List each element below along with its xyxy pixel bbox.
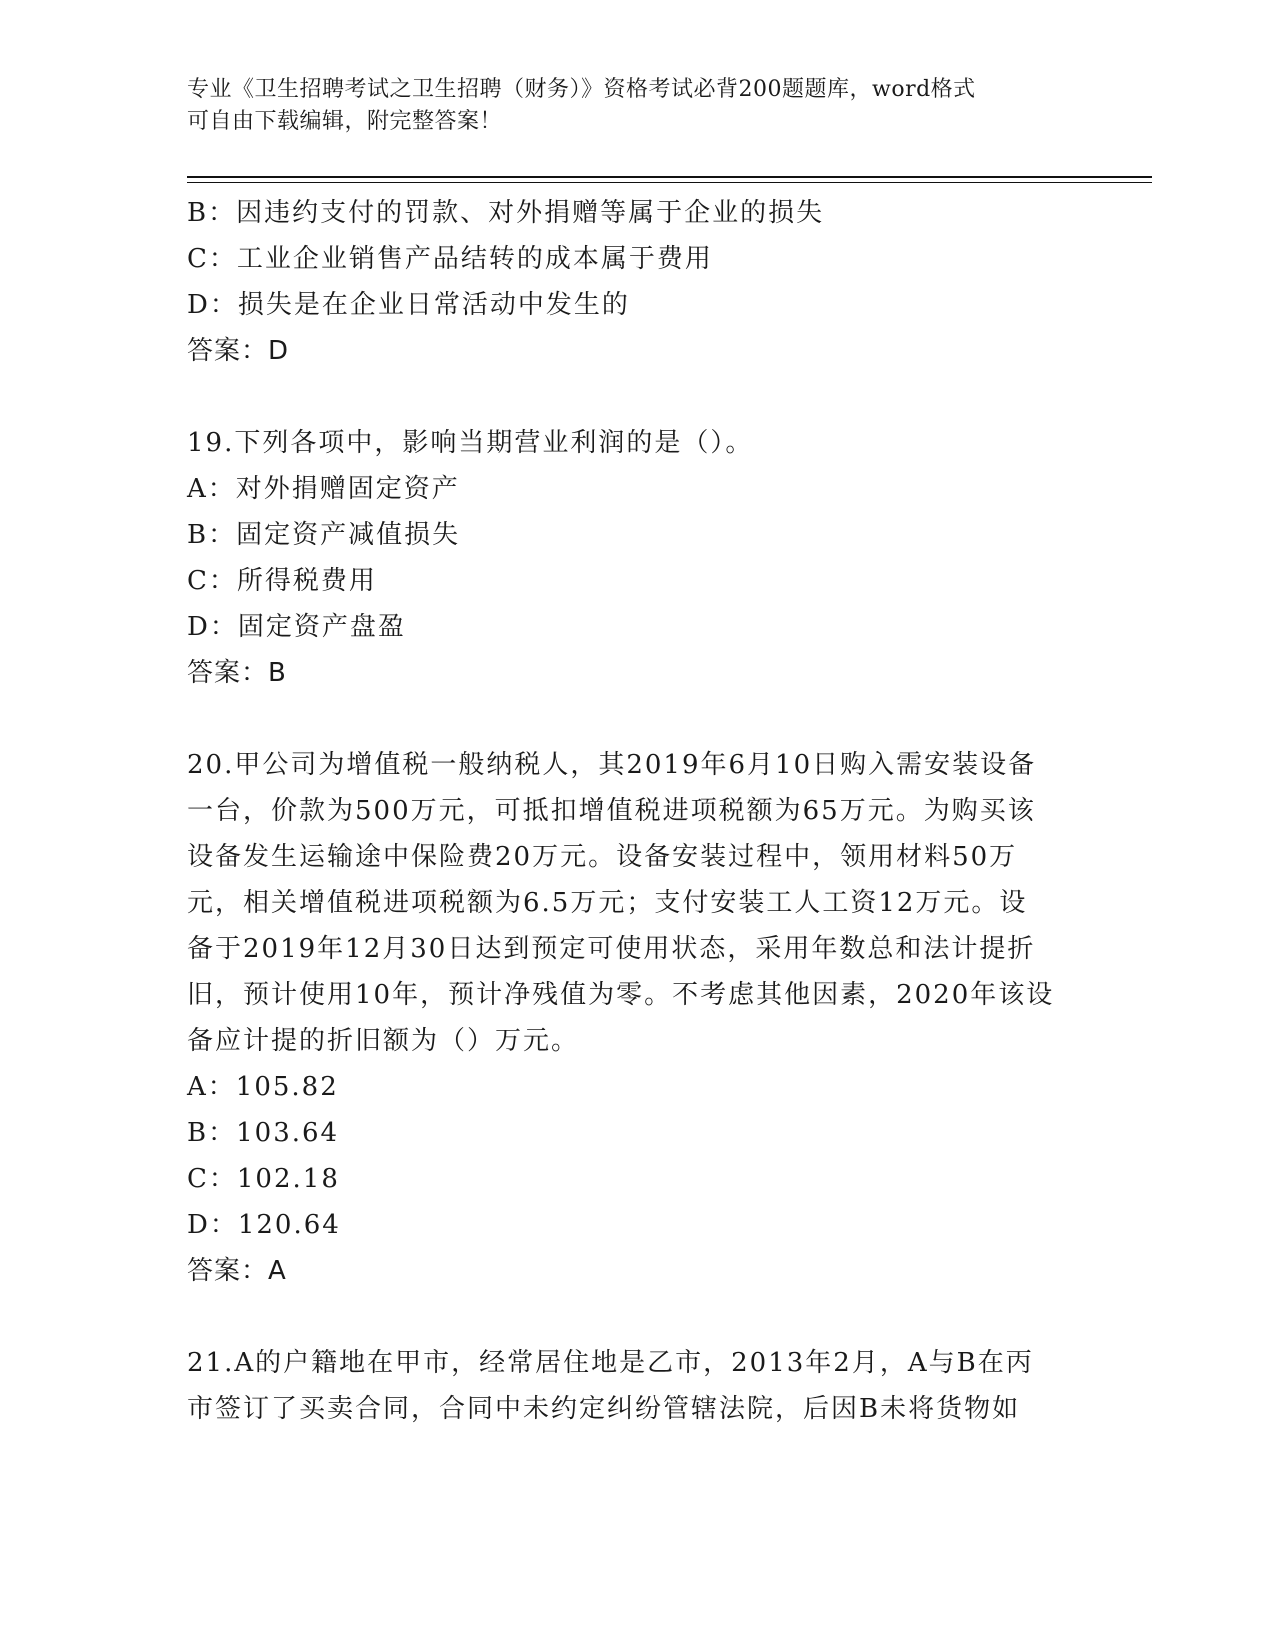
option-c: C：工业企业销售产品结转的成本属于费用 [187, 244, 713, 274]
answer-line: 答案：A [187, 1256, 287, 1286]
stem-line: 元，相关增值税进项税额为6.5万元；支付安装工人工资12万元。设 [187, 888, 1028, 918]
stem-line: 备应计提的折旧额为（）万元。 [187, 1026, 580, 1056]
stem-line: 市签订了买卖合同，合同中未约定纠纷管辖法院，后因B未将货物如 [187, 1394, 1021, 1424]
stem-line: 备于2019年12月30日达到预定可使用状态，采用年数总和法计提折 [187, 934, 1036, 964]
question-stem: 19.下列各项中，影响当期营业利润的是（）。 [187, 428, 754, 458]
stem-line: 21.A的户籍地在甲市，经常居住地是乙市，2013年2月，A与B在丙 [187, 1348, 1034, 1378]
question-stem [187, 1340, 1087, 1432]
question-20 [187, 742, 1087, 1294]
option-d: D：损失是在企业日常活动中发生的 [187, 290, 630, 320]
answer-line: 答案：B [187, 658, 287, 688]
answer-line: 答案：D [187, 336, 290, 366]
stem-line: 旧，预计使用10年，预计净残值为零。不考虑其他因素，2020年该设 [187, 980, 1055, 1010]
option-b: B：固定资产减值损失 [187, 520, 461, 550]
option-a: A：对外捐赠固定资产 [187, 474, 460, 504]
spacer [187, 696, 1087, 742]
question-21 [187, 1340, 1087, 1432]
question-stem [187, 742, 1087, 1064]
option-c: C：102.18 [187, 1164, 340, 1194]
question-19 [187, 420, 1087, 696]
stem-line: 设备发生运输途中保险费20万元。设备安装过程中，领用材料50万 [187, 842, 1018, 872]
spacer [187, 374, 1087, 420]
spacer [187, 1294, 1087, 1340]
stem-line: 20.甲公司为增值税一般纳税人，其2019年6月10日购入需安装设备 [187, 750, 1037, 780]
header-line-2: 可自由下载编辑，附完整答案！ [187, 109, 503, 134]
header-divider-thick [187, 176, 1152, 178]
header-line-1: 专业《卫生招聘考试之卫生招聘（财务）》资格考试必背200题题库，word格式 [187, 77, 976, 102]
option-b: B：因违约支付的罚款、对外捐赠等属于企业的损失 [187, 198, 825, 228]
option-d: D：120.64 [187, 1210, 341, 1240]
option-c: C：所得税费用 [187, 566, 377, 596]
question-18-continued [187, 190, 1087, 374]
page-header [187, 74, 1067, 138]
option-d: D：固定资产盘盈 [187, 612, 406, 642]
option-b: B：103.64 [187, 1118, 340, 1148]
option-a: A：105.82 [187, 1072, 339, 1102]
header-divider-thin [187, 182, 1152, 183]
document-body [187, 190, 1087, 1432]
stem-line: 一台，价款为500万元，可抵扣增值税进项税额为65万元。为购买该 [187, 796, 1036, 826]
